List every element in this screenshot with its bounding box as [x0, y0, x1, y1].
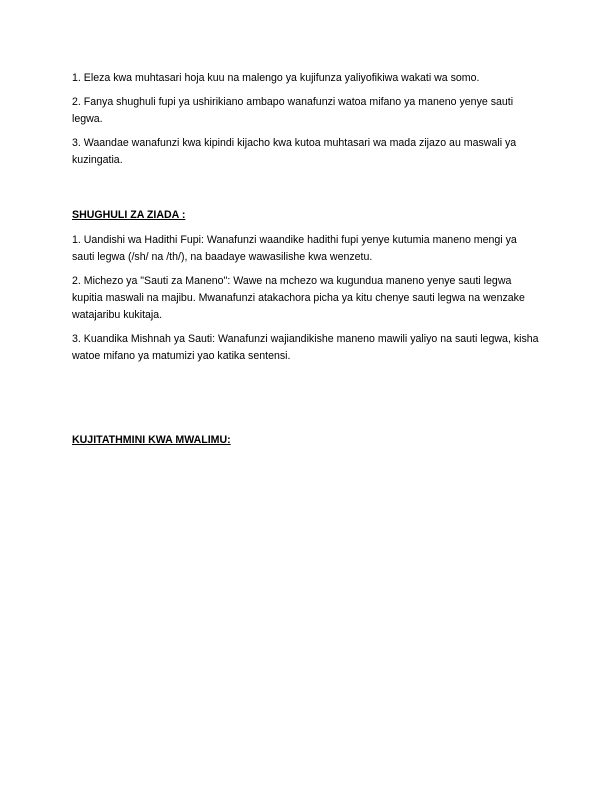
extra-activity-2: 2. Michezo ya "Sauti za Maneno": Wawe na mchezo wa kugundua maneno yenye sauti legwa kupitia maswali na majibu. Mwanafunzi atakachora picha ya kitu chenye sauti legwa na wenzake watajaribu kukitaja.: [72, 275, 525, 321]
summary-item-2: 2. Fanya shughuli fupi ya ushirikiano ambapo wanafunzi watoa mifano ya maneno yenye sauti legwa.: [72, 96, 514, 125]
extra-activity-3: 3. Kuandika Mishnah ya Sauti: Wanafunzi wajiandikishe maneno mawili yaliyo na sauti legwa, kisha watoe mifano ya matumizi yao katika sentensi.: [72, 333, 539, 362]
spacer: [72, 372, 542, 432]
extra-activities-heading: SHUGHULI ZA ZIADA :: [72, 209, 186, 221]
extra-activity-1: 1. Uandishi wa Hadithi Fupi: Wanafunzi waandike hadithi fupi yenye kutumia maneno mengi ya sauti legwa (/sh/ na /th/), na baadaye wawasilishe kwa wenzetu.: [72, 234, 517, 263]
teacher-self-assessment-heading: KUJITATHMINI KWA MWALIMU:: [72, 434, 231, 446]
summary-item-3: 3. Waandae wanafunzi kwa kipindi kijacho kwa kutoa muhtasari wa mada zijazo au maswali ya kuzingatia.: [72, 137, 517, 166]
summary-item-1: 1. Eleza kwa muhtasari hoja kuu na malengo ya kujifunza yaliyofikiwa wakati wa somo.: [72, 72, 480, 84]
document-page: [72, 70, 542, 457]
spacer: [72, 176, 542, 207]
